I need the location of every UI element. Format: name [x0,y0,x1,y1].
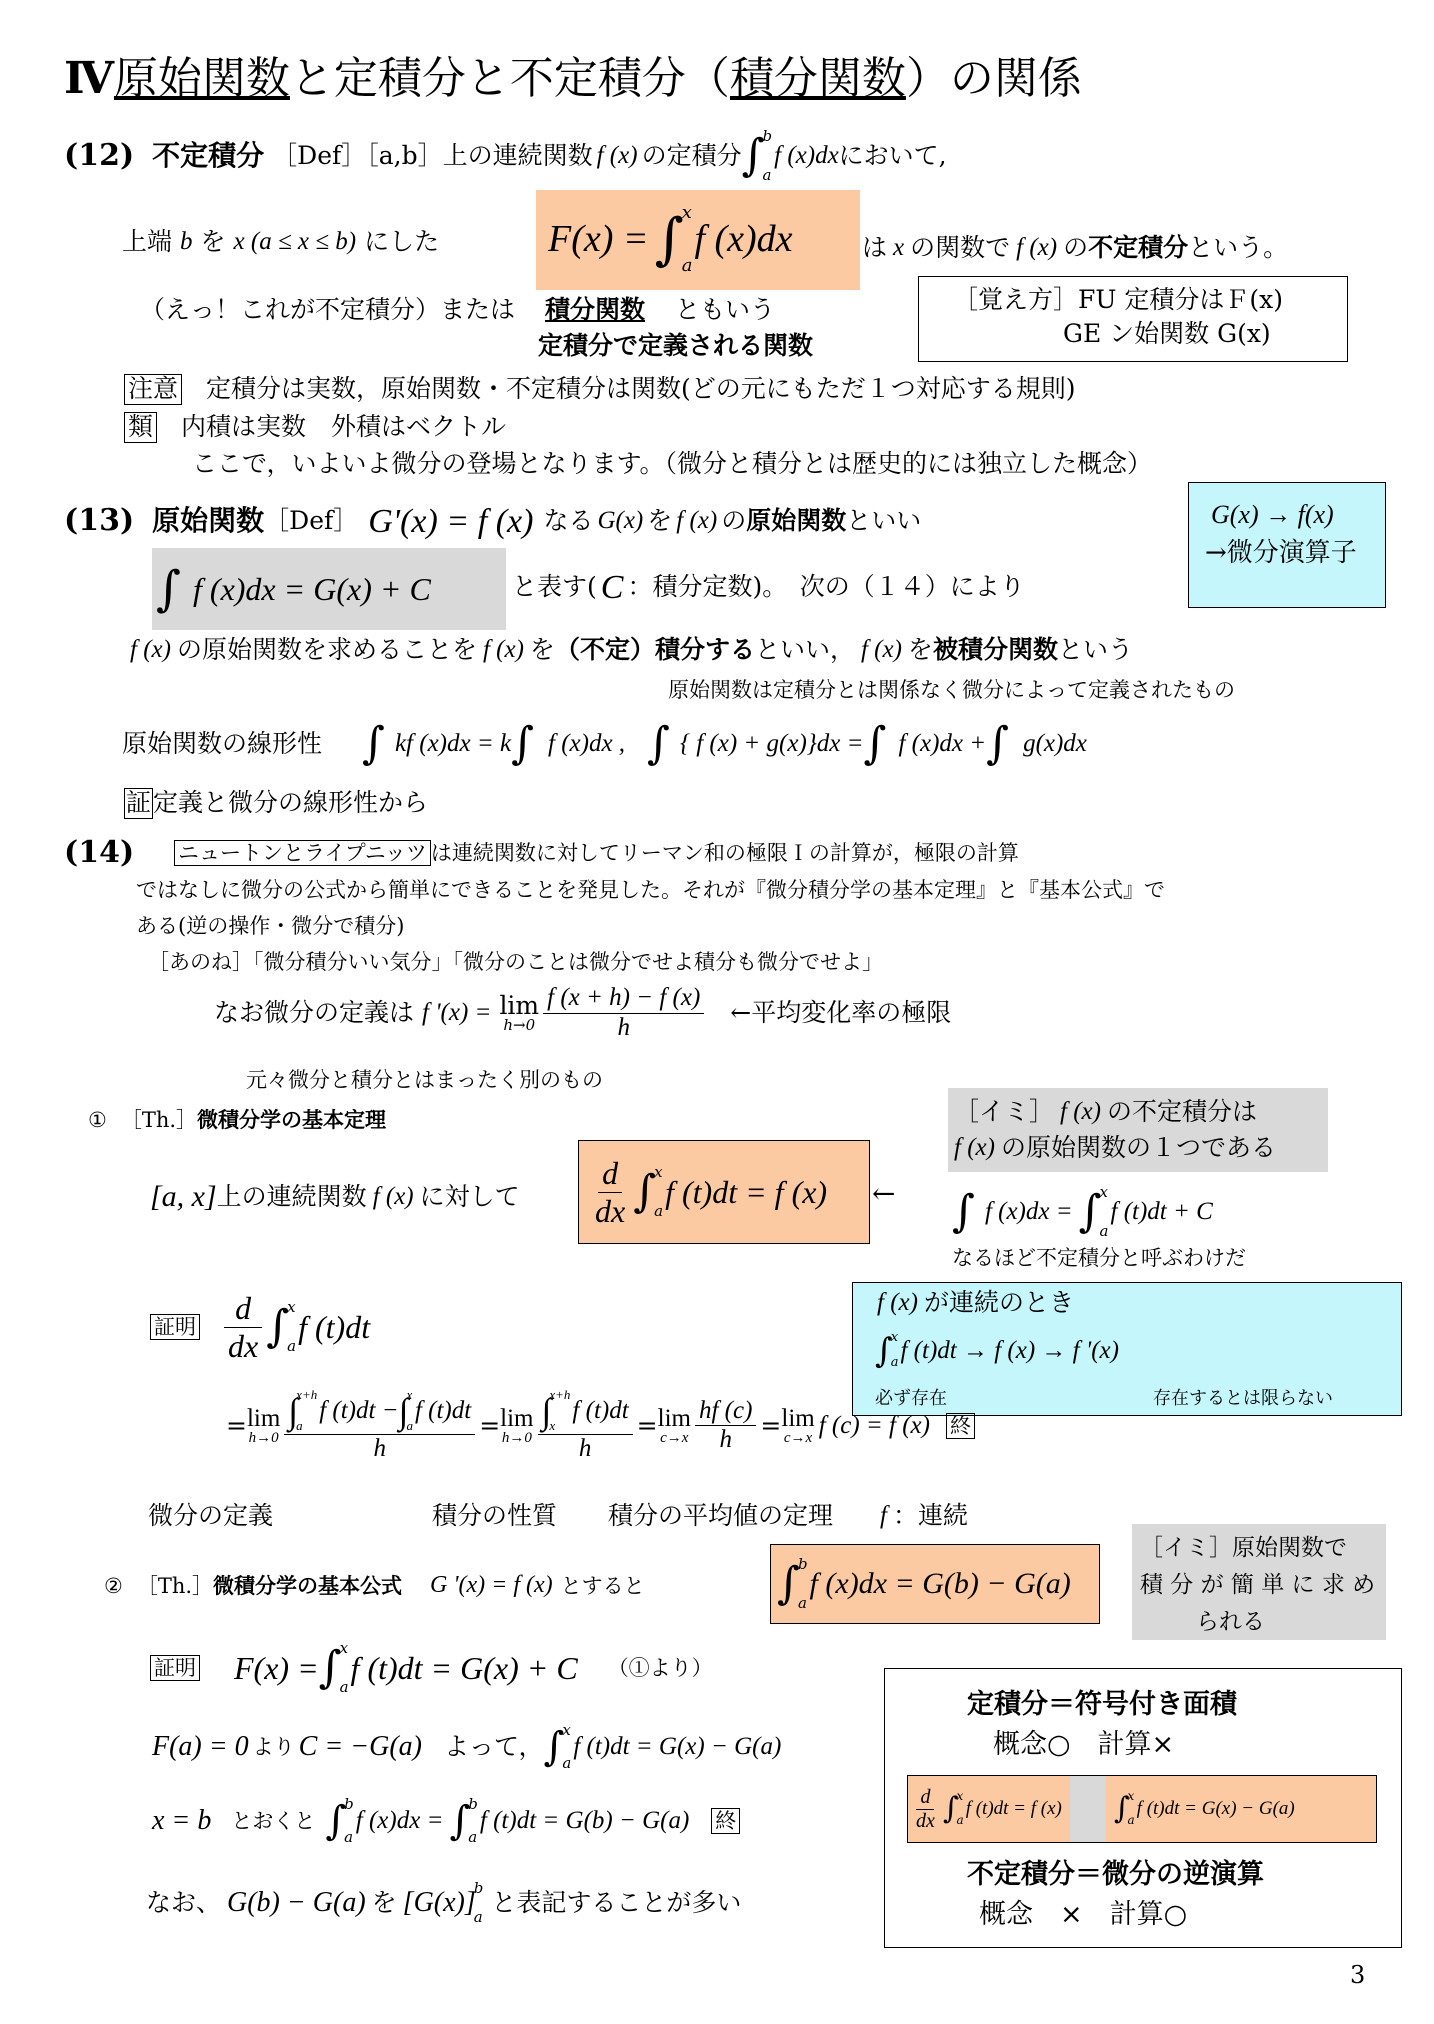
memo-line2: GE ン始関数 G(x) [1063,318,1271,348]
s13-line2-mid: と表す( [512,572,597,602]
s13-line3-term: （不定）積分する [554,635,755,664]
imi2-line2: 積 分 が 簡 単 に 求 め [1140,1571,1376,1598]
proof2-line3: x = b とおくと ∫ b a f (x)dx = ∫ b a f (t)dt = G(b) − G(a) 終 [152,1796,740,1846]
s14-line3: ある(逆の操作・微分で積分) [136,914,405,938]
proof1-head: 証明 $\frac{d}{dx}$ ∫ x a f (t)dt [150,1290,370,1365]
s12-line2-end: という。 [1188,233,1289,262]
cyan2-note1: 必ず存在 [875,1388,947,1409]
s13-line2: と表す( C ：積分定数)。 次の（１４）により [512,569,1025,606]
summary-box [884,1668,1402,1948]
memo-line1: ［覚え方］FU 定積分はＦ(x) [953,285,1283,314]
s14-line4: ［あのね］「微分積分いい気分」「微分のことは微分でせよ積分も微分でせよ」 [148,950,883,974]
th1-arrow: ← [872,1177,896,1210]
fundamental-formula-box: ∫ b a f (x)dx = G(b) − G(a) [770,1544,1100,1624]
s13-tail1: なる [543,506,594,536]
proof2-line2: F(a) = 0 より C = −G(a) よって， ∫ x a f (t)dt = G(x) − G(a) [152,1721,782,1772]
s12-line3-tail: ともいう [675,295,776,324]
summary-line3: 不定積分＝微分の逆演算 [967,1859,1264,1890]
imi2-line1: ［イミ］原始関数で [1140,1535,1347,1561]
s13-term: 原始関数 [746,506,847,536]
final-line: なお、 G(b) − G(a) を [G(x)] b a と表記することが多い [146,1879,742,1926]
proof2-end: 終 [711,1808,740,1834]
s12-heading: 不定積分 [152,138,265,172]
th1-num: ① [88,1108,107,1132]
cap-continuous: f ：連続 [880,1501,968,1530]
cap-integral-prop: 積分の性質 [432,1501,558,1530]
naruhodo: なるほど不定積分と呼ぶわけだ [952,1246,1246,1270]
s13-line3: f (x) の原始関数を求めることを f (x) を （不定）積分する といい， f (x) を 被積分関数 という [130,635,1133,664]
s14-line1-text: は連続関数に対してリーマン和の極限Ｉの計算が，極限の計算 [430,841,1019,865]
s12-rui [124,412,506,443]
s13-line3-c: という [1057,635,1133,664]
s13-def: ［Def］ [264,506,359,536]
s12-line2-tail: は x の関数で f (x) の 不定積分 という。 [862,233,1289,262]
th2-num: ② [104,1573,123,1598]
proof2-line3-mid: とおくと [231,1808,316,1833]
cyan2-formula: ∫ x a f (t)dt → f (x) → f '(x) [875,1330,1119,1371]
imi1-box: ［イミ］ f (x) の不定積分は f (x) の原始関数の１つである [948,1088,1328,1172]
s12-label: (12) [64,137,135,173]
imi1-formula: ∫ f (x)dx = ∫ x a f (t)dt + C [952,1183,1213,1240]
s12-line3-text: （えっ！これが不定積分）または [140,295,516,324]
proof1-label: 証明 [150,1314,200,1340]
s12-line3-term: 積分関数 [545,295,646,324]
th1-line: [a, x] 上の連続関数 f (x) に対して [150,1180,520,1213]
s14-line1 [174,840,1019,866]
fundamental-theorem-box: $\frac{d}{dx}$ ∫ x a f (t)dt = f (x) [578,1140,870,1244]
th1-line-text: 上の連続関数 [216,1181,367,1211]
th1-title: 微積分学の基本定理 [197,1108,387,1132]
th2-pre: ［Th.］ [136,1573,214,1598]
deriv-head: なお微分の定義は [214,997,415,1027]
s12-line1-tail: において, [838,140,947,170]
cyan2-note2: 存在するとは限らない [1153,1388,1333,1409]
imi1-line1b: の不定積分は [1106,1097,1257,1126]
s12-def: ［Def］［a,b］上の連続関数 [272,140,593,170]
cyan-line1: G(x) → f(x) [1211,500,1334,529]
summary-line2: 概念○ 計算× [993,1729,1175,1760]
linearity-line: 原始関数の線形性 ∫ kf (x)dx = k ∫ f (x)dx , ∫ { f (x) + g(x)}dx = ∫ f (x)dx + ∫ g(x)dx [122,718,1087,769]
linearity-proof [124,788,428,819]
newton-leibniz-label: ニュートンとライプニッツ [174,840,431,866]
page-number: 3 [1350,1961,1366,1989]
linearity-proof-text: 定義と微分の線形性から [153,788,429,817]
antiderivative-formula-box: ∫ f (x)dx = G(x) + C [152,548,506,630]
indefinite-integral-formula-box: F(x) = ∫ x a f (x)dx [536,190,860,290]
s13-tail3: の [721,506,747,536]
cyan-box-diff-operator [1188,482,1386,608]
s12-line1-mid: の定積分 [641,140,742,170]
s12-line2-head: 上端 [122,227,173,256]
memo-box [918,276,1348,362]
linearity-proof-label: 証 [126,788,152,817]
s12-line2-tail-text: の関数で [910,233,1011,262]
final-mid: を [371,1887,397,1917]
note-label: 注意 [124,374,182,405]
summary-line4: 概念 × 計算○ [979,1899,1188,1930]
th1-heading [88,1108,386,1132]
th2-mid: とすると [560,1573,645,1598]
th2-heading: ② ［Th.］ 微積分学の基本公式 G '(x) = f (x) とすると [104,1572,645,1598]
cyan-line2: →微分演算子 [1205,538,1357,568]
imi2-box [1132,1524,1386,1640]
rui-label: 類 [124,412,157,443]
s12-note [124,374,1076,405]
imi2-line3: られる [1196,1608,1265,1635]
s13-heading: 原始関数 [152,504,265,538]
s13-line3-a: の原始関数を求めることを [176,635,477,664]
proof1-chain: = lim h→0 ∫ x+h a f (t)dt − ∫ x a f (t)dt h = lim h→0 ∫ x+h x f (t)dt h = lim c→x $\frac{hf (c)}{h}$ = lim c→x f (c) = f (x) 終 [226,1388,975,1464]
s14-line2: ではなしに微分の公式から簡単にできることを発見した。それが『微分積分学の基本定理』と『基本公式』で [136,878,1165,902]
th1-line-b: に対して [419,1181,520,1211]
rui-text: 内積は実数 外積はベクトル [181,412,507,441]
s13-line2-c: ：積分定数)。 次の（１４）により [627,572,1025,602]
cap-mean-value: 積分の平均値の定理 [608,1501,834,1530]
proof1-end: 終 [946,1413,975,1439]
s12-line2-mid: にした [364,227,440,256]
s12-line4: 定積分で定義される関数 [538,331,814,360]
final-head: なお、 [146,1887,222,1917]
s13-tail2: を [647,506,673,536]
derivative-definition: なお微分の定義は f '(x) = lim h→0 $\frac{f (x + h) - f (x)}{h}$ ←平均変化率の極限 [214,984,952,1041]
s12-line2: 上端 b を x (a ≤ x ≤ b) にした [122,227,440,256]
cyan2-line1: が連続のとき [923,1288,1074,1317]
proof2-label: 証明 [150,1655,200,1681]
s13-line3-term2: 被積分関数 [932,635,1058,664]
cap4-text: ：連続 [892,1501,968,1530]
proof2-line2-b: よって， [444,1731,544,1761]
s13-line3-b: といい， [754,635,855,664]
s12-line2-term: 不定積分 [1088,233,1189,262]
th1-pre: ［Th.］ [120,1108,198,1132]
th2-title: 微積分学の基本公式 [213,1573,403,1598]
s12-intro: ここで，いよいよ微分の登場となります。（微分と積分とは歴史的には独立した概念） [192,449,1153,478]
s13-label: (13) [64,503,135,539]
proof2-line2-mid: より [252,1734,295,1759]
s12-line3 [140,296,775,325]
s13-tail4: といい [846,506,922,536]
s13-note: 原始関数は定積分とは関係なく微分によって定義されたもの [668,678,1235,702]
imi1-line2: の原始関数の１つである [1000,1133,1276,1163]
cap-diff-def: 微分の定義 [148,1501,274,1530]
summary-formulas: $\frac{d}{dx}$ ∫ x a f (t)dt = f (x) ∫ x a f (t)dt = G(x) − G(a) [907,1775,1377,1843]
s14-orig: 元々微分と積分とはまったく別のもの [246,1068,603,1092]
imi1-line1: ［イミ］ [954,1097,1055,1126]
s12-line1: (12) 不定積分 ［Def］［a,b］上の連続関数 f (x) の定積分 ∫ b a f (x)dx において, [64,127,947,184]
deriv-tail: ←平均変化率の極限 [730,997,952,1027]
final-tail: と表記することが多い [491,1887,742,1917]
summary-line1: 定積分＝符号付き面積 [967,1689,1237,1720]
proof2-note: （①より） [607,1655,713,1680]
page-title: Ⅳ原始関数と定積分と不定積分（積分関数）の関係 [64,53,1082,104]
linearity-label: 原始関数の線形性 [122,728,323,758]
s13-line1: (13) 原始関数 ［Def］ G'(x) = f (x) なる G(x) を f (x) の 原始関数 といい [64,503,922,540]
proof2-line1: 証明 F(x) = ∫ x a f (t)dt = G(x) + C （①より） [150,1640,713,1696]
s14-label: (14) [64,835,135,870]
note-text: 定積分は実数，原始関数・不定積分は関数(どの元にもただ１つ対応する規則) [206,374,1076,403]
cyan2-line1-wrap: f (x) が連続のとき [877,1288,1074,1317]
